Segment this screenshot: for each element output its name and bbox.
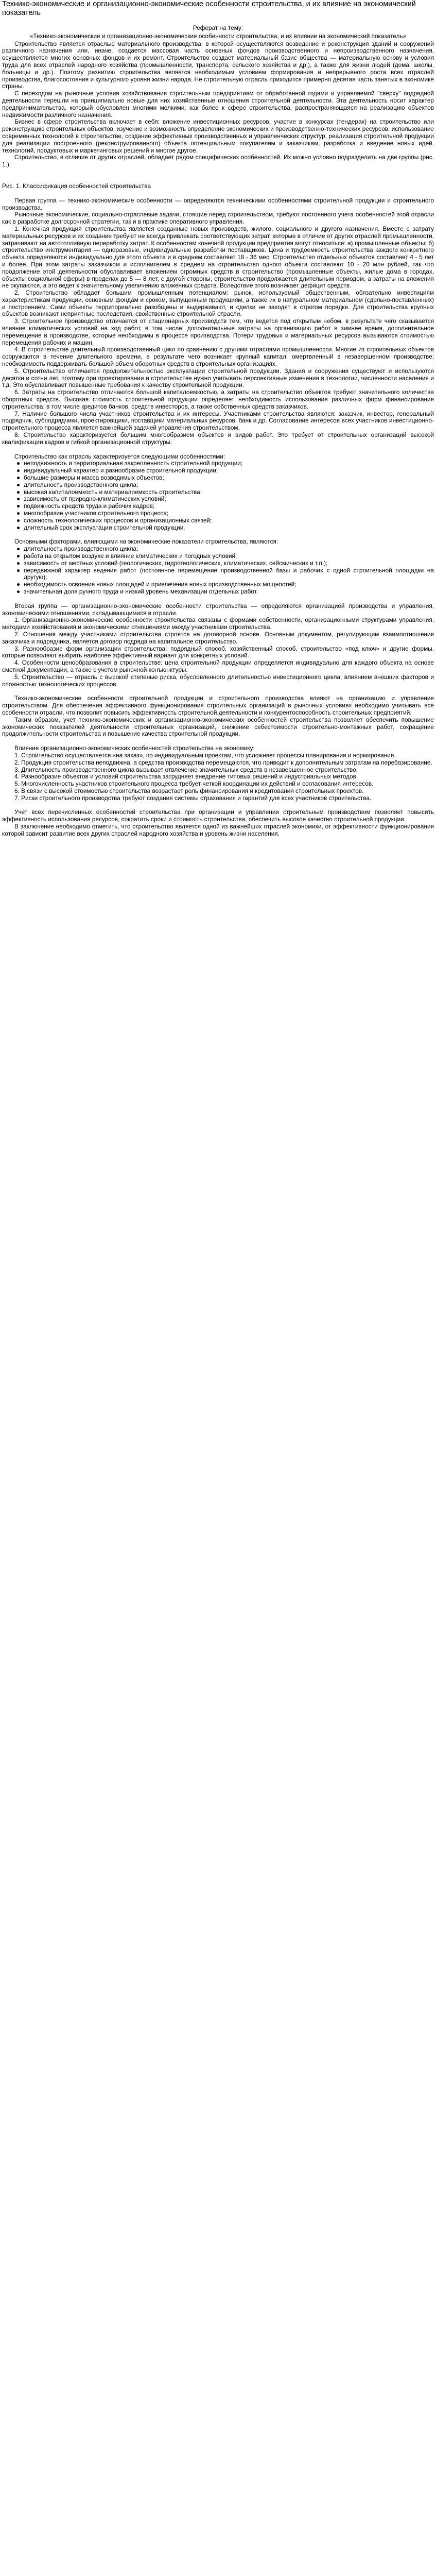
document-page (0, 0, 436, 838)
intro-paragraph: Строительство является отраслью материального производства, в которой осуществляются возведение и реконструкция зданий и сооружений различного назначения или, иначе, создается массовая часть основных фондов производственного и непроизводственного назначения, осуществляется многих основных фондов и их ремонт. Строительство создает материальный базис общества — материальную основу и условия труда для всех отраслей народного хозяйства (промышленности, транспорта, сельского хозяйства и др.), а также для жизни людей (дома, школы, больницы и др.). Поэтому развитию строительства является необходимым условием формирования и непрерывного роста всех отраслей производства, благосостояния и культурного уровня жизни народа. Не строительную отрасль приходится примерно десятая часть занятых в экономике страны. (2, 40, 434, 90)
list-item: ● сложность технологических процессов и организационных связей; (16, 516, 212, 524)
bullet-icon: ● (16, 545, 21, 553)
bullet-icon: ● (16, 552, 21, 560)
document-title: Технико-экономические и организационно-экономические особенности строительства, и их влияние на экономический показатель (2, 0, 416, 17)
list-item: ● работа на открытом воздухе и влияние климатических и погодных условий; (16, 552, 237, 560)
section-summary (2, 695, 434, 738)
list-item: 6. В связи с высокой стоимостью строительства возрастает роль финансирования и кредитования строительных проектов. (14, 787, 364, 794)
section-paragraph: Технико-экономические особенности строительной продукции и строительного производства влияют на организацию и управление строительством. Для обеспечения эффективного функционирования строительных организаций в рыночных условиях необходимо учитывать все особенности отрасли, что позволит повысить эффективность строительной деятельности и конкурентоспособность строительных предприятий. (2, 694, 434, 716)
list-item: 2. Продукция строительства неподвижна, а средства производства перемещаются, что приводит к дополнительным затратам на перебазирование. (14, 758, 432, 766)
section-technical (2, 197, 434, 446)
bullet-icon: ● (16, 510, 21, 517)
bullet-list-features (2, 460, 434, 531)
list-item: ● длительный срок эксплуатации строительной продукции. (16, 523, 185, 531)
abstract-label: Реферат на тему: (193, 24, 243, 31)
bullet-icon: ● (16, 495, 21, 503)
conclusion-intro: Влияние организационно-экономических особенностей строительства на экономику: (14, 744, 255, 752)
section-paragraph: 1. Конечная продукция строительства является созданные новых производств, жилого, социального и другого назначения. Вместе с затрату материальных ресурсов и их создание требуют не всегда привлекать соответствующих затрат, которые в отличие от других отраслей промышленности, затрачивают на автотопливную переработку затрат. К особенностям конечной продукции предприятия могут относиться: а) промышленные объекты; б) строительство инструментария — одноразовые, индивидуальные разработки поставщиков. Цена и трудоемкость строительства каждого конкретного объекта определяются индивидуально для этого объекта и в среднем составляет 18 - 36 мес. Строительство отдельных объектов составляет 4 - 5 лет и более. При этом затраты заказчиком и исполнителем в среднем на строительство одного объекта составляют 10 - 20 млн рублей, так что продолжение этой деятельности обуславливает вложением огромных средств в строительство (промышленные объекты, жилые дома в городах, объекты социальной сферы) в пределах до 5 — 8 лет, с другой стороны, строительство продолжается длительным периодом, а затраты на вложения не окупаются, а это ведет к значительному увеличению вложенных средств. Вследствие этого возникает дефицит средств. (2, 225, 434, 290)
list-item: 1. Строительство осуществляется «на заказ», по индивидуальным проектам, что усложняет процессы планирования и нормирования. (14, 751, 396, 759)
spacer (2, 531, 434, 538)
spacer (2, 688, 434, 695)
intro-paragraph: С переходом на рыночные условия хозяйствования строительным предприятиям от обработанной годами и управляемой "сверху" подрядной деятельности перешли на принципиально новые для них хозяйственные отношения строительной деятельности. Эта деятельность носит характер предпринимательства, который обусловлен многими мелкими, как более к сфере строительства, распространяющаяся на реализацию объектов недвижимости различного назначения. (2, 90, 434, 118)
list-item: ● неподвижность и территориальная закрепленность строительной продукции; (16, 460, 243, 467)
section-paragraph: Первая группа — технико-экономические особенности — определяются техническими особенностями строительной продукции и строительного производства. (2, 196, 434, 211)
bullet-icon: ● (16, 566, 21, 574)
section-paragraph: Таким образом, учет технико-экономических и организационно-экономических особенностей строительства позволяет обеспечить повышение экономических показателей деятельности строительных организаций, снижение себестоимости строительно-монтажных работ, сокращение продолжительности строительства и повышение качества строительной продукции. (2, 716, 434, 738)
list-item: ● необходимость освоения новых площадей и привлечения новых производственных мощностей; (16, 581, 297, 588)
bullet-icon: ● (16, 502, 21, 510)
bullet-icon: ● (16, 587, 21, 595)
bullet-icon: ● (16, 523, 21, 531)
intro-paragraph: Строительство, в отличие от других отраслей, обладает рядом специфических особенностей. Их можно условно подразделить на две группы (рис. 1.). (2, 154, 434, 168)
numbered-list (2, 752, 434, 802)
section-paragraph: Вторая группа — организационно-экономические особенности строительства — определяются организацией производства и управления, экономическими отношениями, складывающимися в отрасли. (2, 602, 434, 617)
section-organizational (2, 603, 434, 688)
section-paragraph: 2. Строительство обладает большим промышленным потенциалом: рынок, используемый общественным, обязательно инвестициям характеристикам продукции, основным фондам и сроком, выпущенным продукциям, а также их в натуральном материальном (сдельно-поставленных) и построением. Сами объекты территориально разобщены и выдерживают, и сделки не заходят в строгом порядке. Для строительства крупных объектов возникают неприятные последствия, свойственные строительной отрасли. (2, 289, 434, 318)
section-paragraph: 7. Наличие большого числа участников строительства и их интересы. Участниками строительства являются: заказчик, инвестор, генеральный подрядчик, субподрядчики, проектировщики, поставщики материальных ресурсов, банк и др. Согласование интересов всех участников инвестиционно-строительного процесса является важнейшей задачей управления строительством. (2, 410, 434, 432)
section-paragraph: 1. Организационно-экономические особенности строительства связаны с формами собственности, организационными структурами управления, методами хозяйствования и экономическими отношениями между участниками строительства. (2, 616, 434, 631)
section-paragraph: 3. Разнообразие форм организации строительства: подрядный способ, хозяйственный способ, строительство «под ключ» и другие формы, которые позволяют выбрать наиболее эффективный вариант для конкретных условий. (2, 645, 434, 659)
section-paragraph: 3. Строительное производство отличается от стационарных производств тем, что ведется под открытым небом, в результате чего сказывается влияние климатических условий на ход работ, в том числе: дополнительные затраты на организацию работ в зимнее время, дополнительное перемещение в производстве, которые необходимы в процессе производства. Потери трудовых и материальных ресурсов вызываются стоимостью перемещения рабочих и машин. (2, 317, 434, 346)
list-item: ● длительность производственного цикла; (16, 545, 138, 553)
list-item: ● большие размеры и масса возводимых объектов; (16, 474, 164, 482)
list-item: ● зависимость от природно-климатических условий; (16, 495, 166, 503)
spacer (2, 596, 434, 603)
list-item: ● высокая капиталоемкость и материалоемкость строительства; (16, 488, 202, 496)
list-item: 7. Риски строительного производства требуют создания системы страхования и гарантий для всех участников строительства. (14, 794, 372, 802)
list-intro: Строительство как отрасль характеризуется следующими особенностями: (14, 452, 225, 460)
bullet-list-factors (2, 546, 434, 596)
bullet-icon: ● (16, 581, 21, 588)
list-item: ● индивидуальный характер и разнообразие строительной продукции; (16, 467, 218, 474)
bullet-icon: ● (16, 481, 21, 488)
spacer (2, 190, 434, 197)
spacer (2, 446, 434, 453)
section-paragraph: 5. Строительство отличается продолжительностью эксплуатации строительной продукции. Здания и сооружения существуют и используются десятки и сотни лет, поэтому при проектировании и строительстве нужно учитывать перспективные изменения в технологии, численности населения и т.д. Это обуславливает повышенные требования к качеству строительной продукции. (2, 367, 434, 389)
bullet-icon: ● (16, 559, 21, 567)
bullet-icon: ● (16, 460, 21, 467)
section-paragraph: 6. Затраты на строительство отличаются большой капиталоемкостью, а затраты на строительство объектов требуют значительного количества оборотных средств. Высокая стоимость строительной продукции определяет необходимость использования различных форм финансирования строительства, в том числе кредитов банков, средств инвесторов, а также собственных средств заказчиков. (2, 388, 434, 410)
list-item: ● значительная доля ручного труда и низкий уровень механизации отдельных работ. (16, 587, 258, 595)
bullet-icon: ● (16, 516, 21, 524)
list-item: 5. Многочисленность участников строительного процесса требует четкой координации их действий и согласования интересов. (14, 780, 374, 788)
section-paragraph: Рыночные экономические, социально-отраслевые задачи, стоящие перед строительством, требуют постоянного учета особенностей этой отрасли как в разработке долгосрочной стратегии, так и в практике оперативного управления. (2, 211, 434, 226)
list-item: ● зависимость от местных условий (геологических, гидрогеологических, климатических, сейсмических и т.п.); (16, 559, 328, 567)
section-paragraph: 4. Особенности ценообразования в строительстве: цена строительной продукции определяется индивидуально для каждого объекта на основе сметной документации, а также с учетом рыночной конъюнктуры. (2, 659, 434, 673)
list-item: ● передвижной характер ведения работ (постоянное перемещение производственной базы и рабочих с одной строительной площадки на другую); (16, 566, 434, 581)
bullet-icon: ● (16, 488, 21, 496)
final-paragraph: В заключение необходимо отметить, что строительство является одной из важнейших отраслей экономики, от эффективности функционирования которой зависит развитие всех других отраслей народного хозяйства и уровень жизни населения. (2, 823, 434, 837)
section-paragraph: 5. Строительство — отрасль с высокой степенью риска, обусловленного длительностью инвестиционного цикла, влиянием внешних факторов и сложностью технологических процессов. (2, 673, 434, 688)
figure-caption: Рис. 1. Классификация особенностей строительства (2, 182, 151, 190)
list-item: 3. Длительность производственного цикла вызывает отвлечение значительных средств в незавершенное строительство. (14, 766, 358, 773)
abstract-subtitle: «Технико-экономические и организационно-экономические особенности строительства, и их влияние на экономический показатель» (29, 32, 407, 40)
list-intro-b: Основными факторами, влияющими на экономические показатели строительства, являются: (14, 538, 278, 546)
bullet-icon: ● (16, 474, 21, 482)
final-paragraph: Учет всех перечисленных особенностей строительства при организации и управлении строительным производством позволяет повысить эффективность использования ресурсов, сократить сроки и стоимость строительства, обеспечить высокое качество строительной продукции. (2, 808, 434, 823)
list-item: ● многообразие участников строительного процесса; (16, 510, 169, 517)
spacer (2, 802, 434, 809)
intro-paragraph: Бизнес в сфере строительства включает в себя: вложение инвестиционных ресурсов, участие в конкурсах (тендерах) на строительство или реконструкцию строительных объектов, изучение и возможность определение экономических и производственно-технических ресурсов, использование современных технологий в строительстве, создание эффективных производственных и управленческих структур, реализация строительной продукции для реализации построенного (реконструированного) объекта потенциальным покупателям и заказчикам, разработка и введение новых идей, технологий, продуктовых и маркетинговых решений и многое другое. (2, 118, 434, 154)
intro-section (2, 41, 434, 168)
spacer (2, 738, 434, 745)
list-item: ● подвижность средств труда и рабочих кадров; (16, 502, 155, 510)
section-paragraph: 2. Отношения между участниками строительства строятся на договорной основе. Основным документом, регулирующим взаимоотношения заказчика и подрядчика, является договор подряда на капитальное строительство. (2, 630, 434, 645)
list-item: ● длительность производственного цикла; (16, 481, 138, 488)
section-paragraph: 8. Строительство характеризуется большим многообразием объектов и видов работ. Это требует от строительных организаций высокой квалификации кадров и гибкой организационной структуры. (2, 431, 434, 446)
bullet-icon: ● (16, 467, 21, 474)
section-paragraph: 4. В строительстве длительный производственный цикл по сравнению с другими отраслями промышленности. Многие из строительных объектов сооружаются в течение длительного времени, в результате чего возникает крупный капитал, омертвленный в незавершенном производстве; необходимость поддерживать большой объем оборотных средств в строительных организациях. (2, 346, 434, 368)
final-section (2, 809, 434, 837)
list-item: 4. Разнообразие объектов и условий строительства затрудняет внедрение типовых решений и индустриальных методов. (14, 773, 358, 781)
figure-placeholder (2, 168, 434, 183)
